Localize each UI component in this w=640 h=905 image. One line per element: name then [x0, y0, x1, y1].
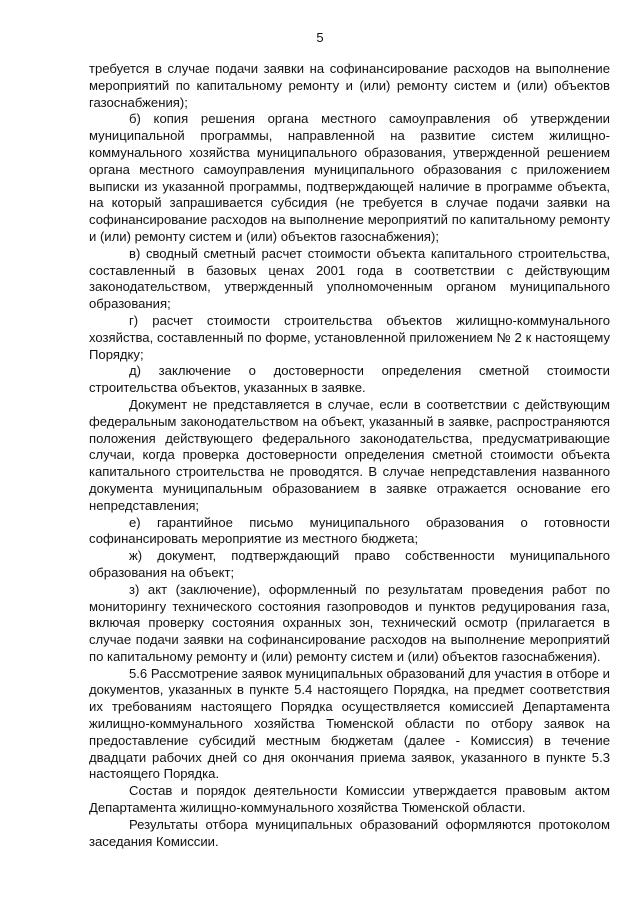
- paragraph-item-g: г) расчет стоимости строительства объектов жилищно-коммунального хозяйства, составленный по форме, установленной приложением № 2 к настоящему Порядку;: [89, 312, 610, 362]
- paragraph-item-e: е) гарантийное письмо муниципального образования о готовности софинансировать мероприятие из местного бюджета;: [89, 514, 610, 547]
- paragraph-continuation: требуется в случае подачи заявки на софинансирование расходов на выполнение мероприятий по капитальному ремонту и (или) ремонту систем и (или) объектов газоснабжения);: [89, 61, 610, 110]
- page-number: 5: [316, 30, 324, 45]
- paragraph-item-zh: ж) документ, подтверждающий право собственности муниципального образования на объект;: [89, 548, 610, 580]
- paragraph-selection-results: Результаты отбора муниципальных образований оформляются протоколом заседания Комиссии.: [89, 816, 610, 849]
- paragraph-document-exception: Документ не представляется в случае, если в соответствии с действующим федеральным законодательством на объект, указанный в заявке, распространяются положения действующего федерального законодательства, предусматривающие случаи, когда проверка достоверности определения сметной стоимости объекта капитального строительства не проводятся. В случае непредставления названного документа муниципальным образованием в заявке отражается основание его непредставления;: [89, 396, 610, 513]
- paragraph-item-v: в) сводный сметный расчет стоимости объекта капитального строительства, составленный в базовых ценах 2001 года в соответствии с действующим законодательством, утвержденный уполномоченным органом муниципального образования;: [89, 245, 610, 312]
- paragraph-commission-composition: Состав и порядок деятельности Комиссии утверждается правовым актом Департамента жилищно-коммунального хозяйства Тюменской области.: [89, 783, 610, 816]
- paragraph-item-b: б) копия решения органа местного самоуправления об утверждении муниципальной программы, направленной на развитие систем жилищно-коммунального хозяйства муниципального образования, утвержденной решением органа местного самоуправления муниципального образования с приложением выписки из указанной программы, подтверждающей наличие в программе объекта, на который запрашивается субсидия (не требуется в случае подачи заявки на софинансирование расходов на выполнение мероприятий по капитальному ремонту и (или) ремонту систем и (или) объектов газоснабжения);: [89, 111, 610, 244]
- paragraph-item-d: д) заключение о достоверности определения сметной стоимости строительства объектов, указанных в заявке.: [89, 363, 610, 396]
- document-body: [89, 61, 610, 850]
- paragraph-section-5-6: 5.6 Рассмотрение заявок муниципальных образований для участия в отборе и документов, указанных в пункте 5.4 настоящего Порядка, на предмет соответствия их требованиям настоящего Порядка осуществляется комиссией Департамента жилищно-коммунального хозяйства Тюменской области по отбору заявок на предоставление субсидий местным бюджетам (далее - Комиссия) в течение двадцати рабочих дней со дня окончания приема заявок, указанного в пункте 5.3 настоящего Порядка.: [89, 665, 610, 782]
- paragraph-item-z: з) акт (заключение), оформленный по результатам проведения работ по мониторингу технического состояния газопроводов и пунктов редуцирования газа, включая проверку состояния охранных зон, технический осмотр (прилагается в случае подачи заявки на софинансирование расходов на выполнение мероприятий по капитальному ремонту и (или) ремонту систем и (или) объектов газоснабжения).: [89, 581, 610, 664]
